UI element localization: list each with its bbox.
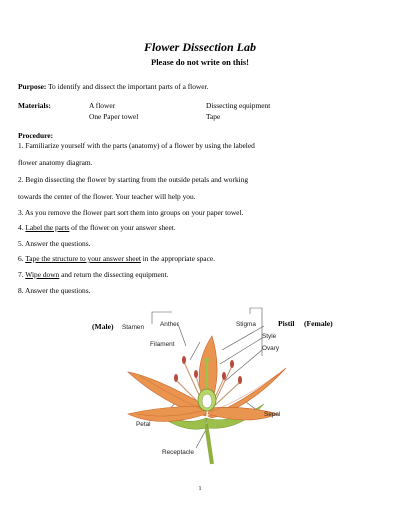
page-title: Flower Dissection Lab	[143, 40, 256, 54]
sepal-label: Sepal	[264, 411, 281, 418]
materials-item: A flower	[89, 101, 116, 110]
petal-shape	[128, 406, 206, 422]
filament-pointer	[190, 342, 200, 360]
flower-anatomy-diagram	[0, 306, 400, 466]
page-number: 1	[198, 486, 202, 492]
procedure-step	[18, 239, 90, 248]
step-text: in the appropriate space.	[140, 254, 215, 263]
procedure-step	[18, 223, 176, 232]
female-label: (Female)	[304, 319, 333, 328]
procedure-step	[18, 192, 196, 201]
anther-pointer	[178, 324, 186, 346]
anther-shape	[194, 370, 198, 378]
purpose-label: Purpose:	[18, 82, 47, 91]
receptacle-label: Receptacle	[162, 449, 194, 456]
materials-item: Tape	[206, 112, 221, 121]
materials-item: One Paper towel	[89, 112, 139, 121]
anther-shape	[230, 360, 234, 368]
procedure-step	[18, 175, 248, 184]
step-text: flower anatomy diagram.	[18, 158, 93, 167]
step-text: 5. Answer the questions.	[18, 239, 91, 248]
male-label: (Male)	[92, 322, 114, 331]
ovary-label: Ovary	[262, 345, 280, 352]
procedure-step	[18, 208, 243, 217]
step-text: 1. Familiarize yourself with the parts (anatomy) of a flower by using the labeled	[18, 141, 255, 150]
step-underlined: Label the parts	[25, 223, 70, 232]
step-underlined: Wipe down	[25, 270, 60, 279]
purpose-text: To identify and dissect the important parts of a flower.	[48, 82, 209, 91]
step-text: 7.	[18, 270, 26, 279]
procedure-step	[18, 158, 93, 167]
procedure-step	[18, 141, 255, 150]
pistil-label: Pistil	[278, 319, 295, 328]
anther-shape	[222, 372, 226, 380]
step-text: 4.	[18, 223, 26, 232]
step-text: towards the center of the flower. Your teacher will help you.	[18, 192, 196, 201]
stem-shape	[206, 424, 212, 464]
petal-vein	[210, 374, 278, 412]
anther-shape	[174, 374, 178, 382]
stamen-label: Stamen	[122, 324, 145, 331]
procedure-step	[18, 286, 90, 295]
step-text: 6.	[18, 254, 26, 263]
procedure-step	[18, 270, 168, 279]
step-text: 2. Begin dissecting the flower by starting from the outside petals and working	[18, 175, 249, 184]
style-pointer	[220, 338, 262, 364]
anther-shape	[238, 376, 242, 384]
style-label: Style	[262, 333, 277, 340]
anther-shape	[182, 356, 186, 364]
step-text: 8. Answer the questions.	[18, 286, 91, 295]
stigma-shape	[204, 358, 210, 362]
materials-item: Dissecting equipment	[206, 101, 271, 110]
anther-label: Anther	[160, 321, 179, 328]
stigma-label: Stigma	[236, 321, 256, 328]
materials-label: Materials:	[18, 101, 51, 110]
petal-label: Petal	[136, 421, 151, 428]
step-text: of the flower on your answer sheet.	[69, 223, 176, 232]
step-text: 3. As you remove the flower part sort them into groups on your paper towel.	[18, 208, 244, 217]
filament-label: Filament	[150, 341, 175, 348]
page-subtitle: Please do not write on this!	[151, 57, 249, 67]
ovary-pointer	[224, 350, 262, 382]
step-underlined: Tape the structure to your answer sheet	[25, 254, 141, 263]
purpose-line	[18, 82, 208, 91]
procedure-label: Procedure:	[18, 131, 54, 140]
stigma-pointer	[222, 326, 264, 350]
step-text: and return the dissecting equipment.	[59, 270, 169, 279]
ovule-shape	[202, 394, 212, 408]
procedure-step	[18, 254, 215, 263]
pistil-bracket	[250, 308, 262, 356]
